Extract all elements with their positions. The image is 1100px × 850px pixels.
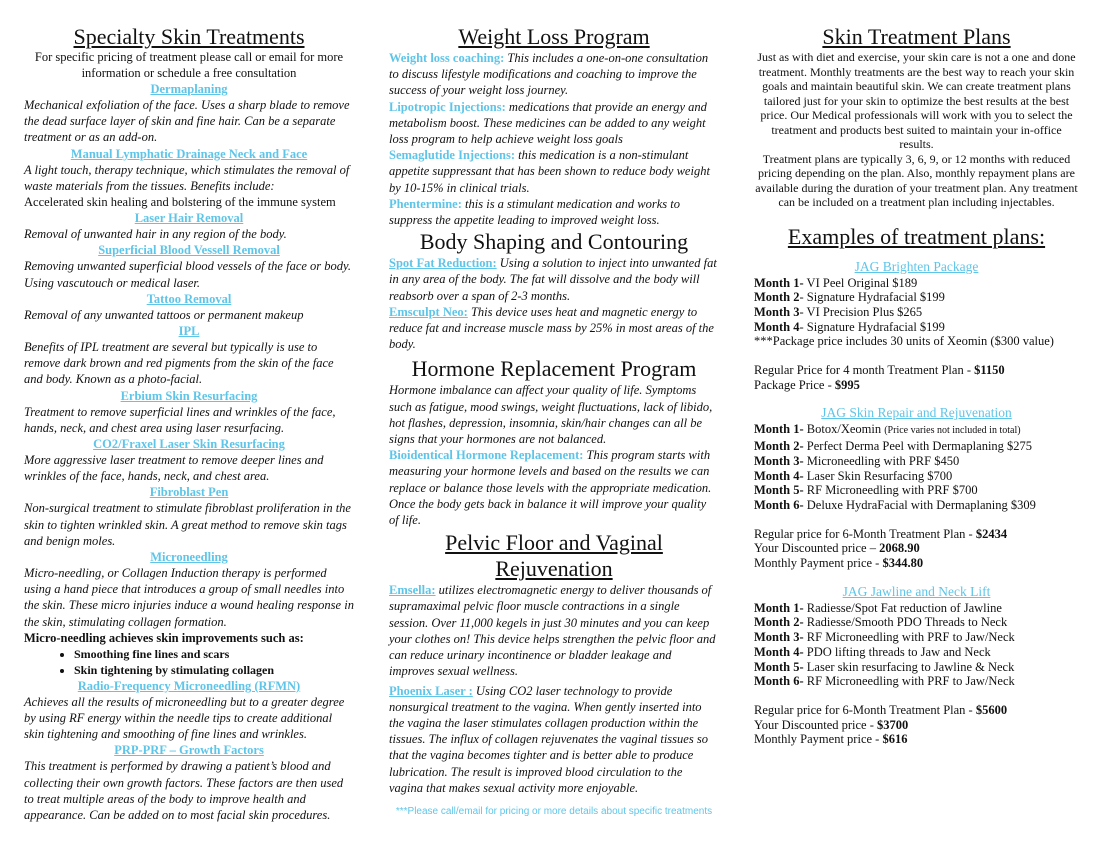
price-value: 2068.90: [879, 541, 920, 556]
price-label: Regular price for 6-Month Treatment Plan -: [754, 702, 976, 717]
month-label: Month 3: [754, 304, 800, 319]
item-heading: Spot Fat Reduction:: [389, 256, 497, 271]
section-title-pelvic-2: Rejuvenation: [495, 556, 613, 582]
weight-loss-item: [389, 99, 719, 148]
month-label: Month 1-: [754, 600, 804, 615]
plan-name: JAG Brighten Package: [854, 258, 979, 274]
plan-month: [754, 660, 1079, 675]
price-label: Your Discounted price -: [754, 717, 878, 732]
plan-month: [754, 601, 1079, 616]
item-heading: Emsella:: [389, 583, 436, 598]
plan-discount-price: [754, 541, 1079, 556]
price-value: $995: [834, 377, 860, 392]
price-value: $5600: [975, 702, 1008, 717]
month-label: Month 5-: [754, 483, 804, 498]
price-value: $2434: [975, 526, 1008, 541]
month-text: Deluxe HydraFacial with Dermaplaning $309: [803, 497, 1036, 512]
plan-month: [754, 276, 1079, 291]
plan-discount-price: [754, 718, 1079, 733]
price-value: $344.80: [882, 556, 924, 571]
weight-loss-item: [389, 147, 719, 196]
pelvic-item: [389, 683, 719, 796]
item-heading: Phoenix Laser :: [389, 683, 473, 698]
examples-title: Examples of treatment plans:: [787, 223, 1046, 249]
plan-monthly-price: [754, 556, 1079, 571]
item-heading: Dermaplaning: [150, 82, 228, 96]
plan-month: [754, 454, 1079, 469]
section-title-pelvic-1: Pelvic Floor and Vaginal: [445, 530, 663, 556]
item-heading: Weight loss coaching:: [389, 51, 505, 65]
item-text: Benefits of IPL treatment are several but typically is use to remove dark brown and red pigments from the skin of the face and body. Known as a photo-facial.: [24, 340, 334, 387]
list-item: • Skin tightening by stimulating collagen: [74, 662, 354, 678]
plan-note: ***Package price includes 30 units of Xeomin ($300 value): [754, 334, 1054, 349]
item-text: utilizes electromagnetic energy to deliver thousands of supramaximal pelvic floor muscle contractions in a single session. Over 11,000 kegels in just 30 minutes and you can keep your clothes on! This device helps strengthen the pelvic floor and can reduce urinary incontinence or bladder leakage and improves sexual wellness.: [389, 583, 716, 679]
plan-name: JAG Jawline and Neck Lift: [842, 583, 991, 599]
month-label: Month 2-: [754, 439, 804, 454]
micro-benefits-heading: Micro-needling achieves skin improvements such as:: [24, 630, 304, 645]
column-treatment-plans: [754, 24, 1079, 747]
hormone-item: [389, 447, 719, 528]
price-value: $616: [882, 732, 908, 747]
item-text: This includes a one-on-one consultation to discuss lifestyle modifications and coaching to improve the success of your weight loss journey.: [389, 51, 709, 98]
plan-month: [754, 630, 1079, 645]
item-heading: Laser Hair Removal: [134, 211, 244, 226]
section-title-body-shaping: Body Shaping and Contouring: [419, 229, 689, 255]
price-label: Your Discounted price –: [754, 541, 880, 556]
month-text: RF Microneedling with PRF $700: [803, 483, 978, 498]
month-subnote: (Price varies not included in total): [884, 425, 1021, 437]
body-shaping-item: [389, 255, 719, 304]
item-text: This device uses heat and magnetic energy to reduce fat and increase muscle mass by 25% in most areas of the body.: [389, 304, 714, 352]
item-text: This program starts with measuring your hormone levels and based on the results we can replace or balance those levels with the appropriate medication. Once the body gets back in balance it will improve your quality of life.: [389, 448, 712, 528]
month-text: VI Peel Original $189: [803, 275, 918, 290]
item-heading: Phentermine:: [389, 196, 462, 211]
plan-month: [754, 645, 1079, 660]
month-text: Perfect Derma Peel with Dermaplaning $275: [803, 439, 1033, 454]
plan-month: [754, 674, 1079, 689]
month-text: RF Microneedling with PRF to Jaw/Neck: [803, 630, 1015, 645]
plan-package-price: [754, 378, 1079, 393]
price-label: Package Price -: [754, 377, 835, 392]
column-programs: [389, 24, 719, 796]
month-label: Month 2-: [754, 615, 804, 630]
weight-loss-item: [389, 196, 719, 228]
month-text: - Signature Hydrafacial $199: [799, 319, 945, 334]
item-heading: Tattoo Removal: [146, 291, 232, 306]
plan-month: [754, 422, 1079, 439]
item-text: Using a solution to inject into unwanted fat in any area of the body. The fat will dissolve and the body will reabsorb over a span of 2-3 months.: [389, 256, 717, 303]
item-heading: Fibroblast Pen: [149, 485, 229, 500]
body-shaping-item: [389, 304, 719, 353]
plan-month: [754, 439, 1079, 454]
item-heading: CO2/Fraxel Laser Skin Resurfacing: [93, 437, 285, 452]
month-label: Month 5-: [754, 659, 804, 674]
item-heading: Emsculpt Neo:: [389, 304, 468, 319]
plan-monthly-price: [754, 732, 1079, 747]
section-title-hormone: Hormone Replacement Program: [411, 356, 697, 382]
month-text: Laser skin resurfacing to Jawline & Neck: [803, 659, 1015, 674]
item-heading: Semaglutide Injections:: [389, 148, 516, 163]
item-text: Treatment to remove superficial lines and wrinkles of the face, hands, neck, and chest area using laser resurfacing.: [24, 404, 336, 435]
item-text: Achieves all the results of microneedling but to a greater degree by using RF energy within the needle tips to create additional skin tightening and smoothing of fine lines and wrinkles.: [24, 694, 345, 742]
plan-regular-price: [754, 703, 1079, 718]
item-text: medications that provide an energy and metabolism boost. These medicines can be added to any weight loss program to help achieve weight loss goals: [389, 99, 707, 147]
month-label: Month 1-: [754, 275, 804, 290]
item-heading: IPL: [178, 324, 200, 339]
month-text: - Signature Hydrafacial $199: [799, 290, 945, 305]
specialty-intro: For specific pricing of treatment please call or email for more information or schedule a free consultation: [34, 50, 344, 80]
list-item: • Smoothing fine lines and scars: [74, 646, 354, 662]
section-title-weight-loss: Weight Loss Program: [458, 24, 650, 49]
plan-month: [754, 290, 1079, 305]
plan-month: [754, 498, 1079, 513]
item-text: Using CO2 laser technology to provide nonsurgical treatment to the vagina. When gently inserted into the vagina the laser stimulates collagen production within the tissues. The influx of collagen rejuvenates the vaginal tissues so that the vagina becomes tighter and is better able to produce lubrication. The result is improved blood circulation to the vagina that makes sexual activity more enjoyable.: [389, 683, 708, 795]
item-text: This treatment is performed by drawing a patient’s blood and collecting their own growth factors. These factors are then used to treat multiple areas of the body to improve health and appearance. Can be added on to most facial skin procedures.: [24, 759, 344, 823]
plans-intro-1: Just as with diet and exercise, your skin care is not a one and done treatment. Monthly treatments are the best way to reach your skin goals and maintain beautiful skin. We can create treatment plans tailored just for your skin to optimize the best results at the best price. Our Medical professionals will work with you to select the treatment and products best suited to maintain your in-office results.: [757, 50, 1076, 151]
month-label: Month 4: [754, 319, 800, 334]
footnote: ***Please call/email for pricing or more details about specific treatments: [395, 806, 713, 817]
section-title-specialty: Specialty Skin Treatments: [73, 24, 305, 49]
item-heading: Superficial Blood Vessell Removal: [98, 243, 280, 258]
plan-name: JAG Skin Repair and Rejuvenation: [821, 405, 1012, 421]
item-text: Mechanical exfoliation of the face. Uses a sharp blade to remove the dead surface layer of skin and fine hair. Can be a separate treatment or as an add-on.: [24, 98, 350, 145]
price-value: $3700: [877, 717, 909, 732]
month-text: Microneedling with PRF $450: [803, 453, 960, 468]
item-text: Removing unwanted superficial blood vessels of the face or body. Using vascutouch or medical laser.: [24, 259, 352, 290]
plan-month: [754, 615, 1079, 630]
pelvic-item: [389, 582, 719, 679]
weight-loss-item: [389, 50, 719, 99]
plan-regular-price: [754, 363, 1079, 378]
month-label: Month 2: [754, 290, 800, 305]
month-text: - VI Precision Plus $265: [799, 304, 923, 319]
hormone-text: Hormone imbalance can affect your quality of life. Symptoms such as fatigue, mood swings, weight fluctuations, lack of libido, hot flashes, depression, insomnia, skin/hair changes can all be signs that your hormones are not balanced.: [389, 383, 713, 447]
plan-month: [754, 483, 1079, 498]
item-heading: Microneedling: [150, 550, 228, 565]
month-text: Radiesse/Smooth PDO Threads to Neck: [803, 615, 1008, 630]
month-text: Radiesse/Spot Fat reduction of Jawline: [803, 600, 1002, 615]
item-text: More aggressive laser treatment to remove deeper lines and wrinkles of the face, hands, neck, and chest area.: [24, 453, 324, 484]
item-text: this is a stimulant medication and works to suppress the appetite leading to improved weight loss.: [389, 196, 680, 228]
plan-regular-price: [754, 527, 1079, 542]
column-specialty-skin: [24, 24, 354, 823]
item-heading: Bioidentical Hormone Replacement:: [389, 448, 584, 463]
price-label: Regular Price for 4 month Treatment Plan -: [754, 363, 975, 378]
month-label: Month 6-: [754, 674, 804, 689]
item-text: Micro-needling, or Collagen Induction therapy is performed using a hand piece that introduces a group of small needles into the skin. These micro injuries induce a wound healing response in the skin, stimulating collagen formation.: [24, 566, 354, 629]
month-text: Botox/Xeomin: [803, 422, 885, 437]
month-label: Month 6-: [754, 497, 804, 512]
month-label: Month 1-: [754, 422, 804, 437]
section-title-plans: Skin Treatment Plans: [822, 24, 1011, 49]
item-text: A light touch, therapy technique, which stimulates the removal of waste materials from the tissues. Benefits include:: [24, 162, 350, 193]
plan-month: [754, 320, 1079, 335]
month-label: Month 4-: [754, 468, 804, 483]
price-label: Regular price for 6-Month Treatment Plan -: [754, 526, 976, 541]
item-text: Accelerated skin healing and bolstering of the immune system: [24, 195, 336, 210]
price-label: Monthly Payment price -: [754, 556, 883, 571]
micro-benefits-list: [24, 646, 354, 678]
item-heading: Manual Lymphatic Drainage Neck and Face: [70, 146, 308, 161]
item-heading: Radio-Frequency Microneedling (RFMN): [77, 678, 301, 693]
month-text: RF Microneedling with PRF to Jaw/Neck: [803, 674, 1015, 689]
item-text: Removal of unwanted hair in any region of the body.: [24, 227, 287, 242]
item-heading: Erbium Skin Resurfacing: [120, 388, 258, 403]
item-text: this medication is a non-stimulant appetite suppressant that has been shown to reduce body weight by 10-15% in clinical trials.: [389, 148, 710, 195]
month-label: Month 4-: [754, 644, 804, 659]
item-text: Non-surgical treatment to stimulate fibroblast proliferation in the skin to tighten wrinkled skin. A great method to remove skin tags and benign moles.: [24, 501, 351, 548]
price-value: $1150: [974, 363, 1005, 378]
month-label: Month 3-: [754, 630, 804, 645]
month-label: Month 3-: [754, 453, 804, 468]
month-text: PDO lifting threads to Jaw and Neck: [803, 644, 991, 659]
month-text: Laser Skin Resurfacing $700: [803, 468, 953, 483]
price-label: Monthly Payment price -: [754, 732, 883, 747]
plans-intro-2: Treatment plans are typically 3, 6, 9, or 12 months with reduced pricing depending on the plan. Also, monthly repayment plans are available during the duration of your treatment plan. Any treatment can be included on a treatment plan including injectables.: [755, 151, 1078, 209]
plan-month: [754, 469, 1079, 484]
item-text: Removal of any unwanted tattoos or permanent makeup: [24, 307, 304, 322]
plan-month: [754, 305, 1079, 320]
item-heading: Lipotropic Injections:: [389, 99, 506, 114]
item-heading: PRP-PRF – Growth Factors: [114, 743, 264, 758]
